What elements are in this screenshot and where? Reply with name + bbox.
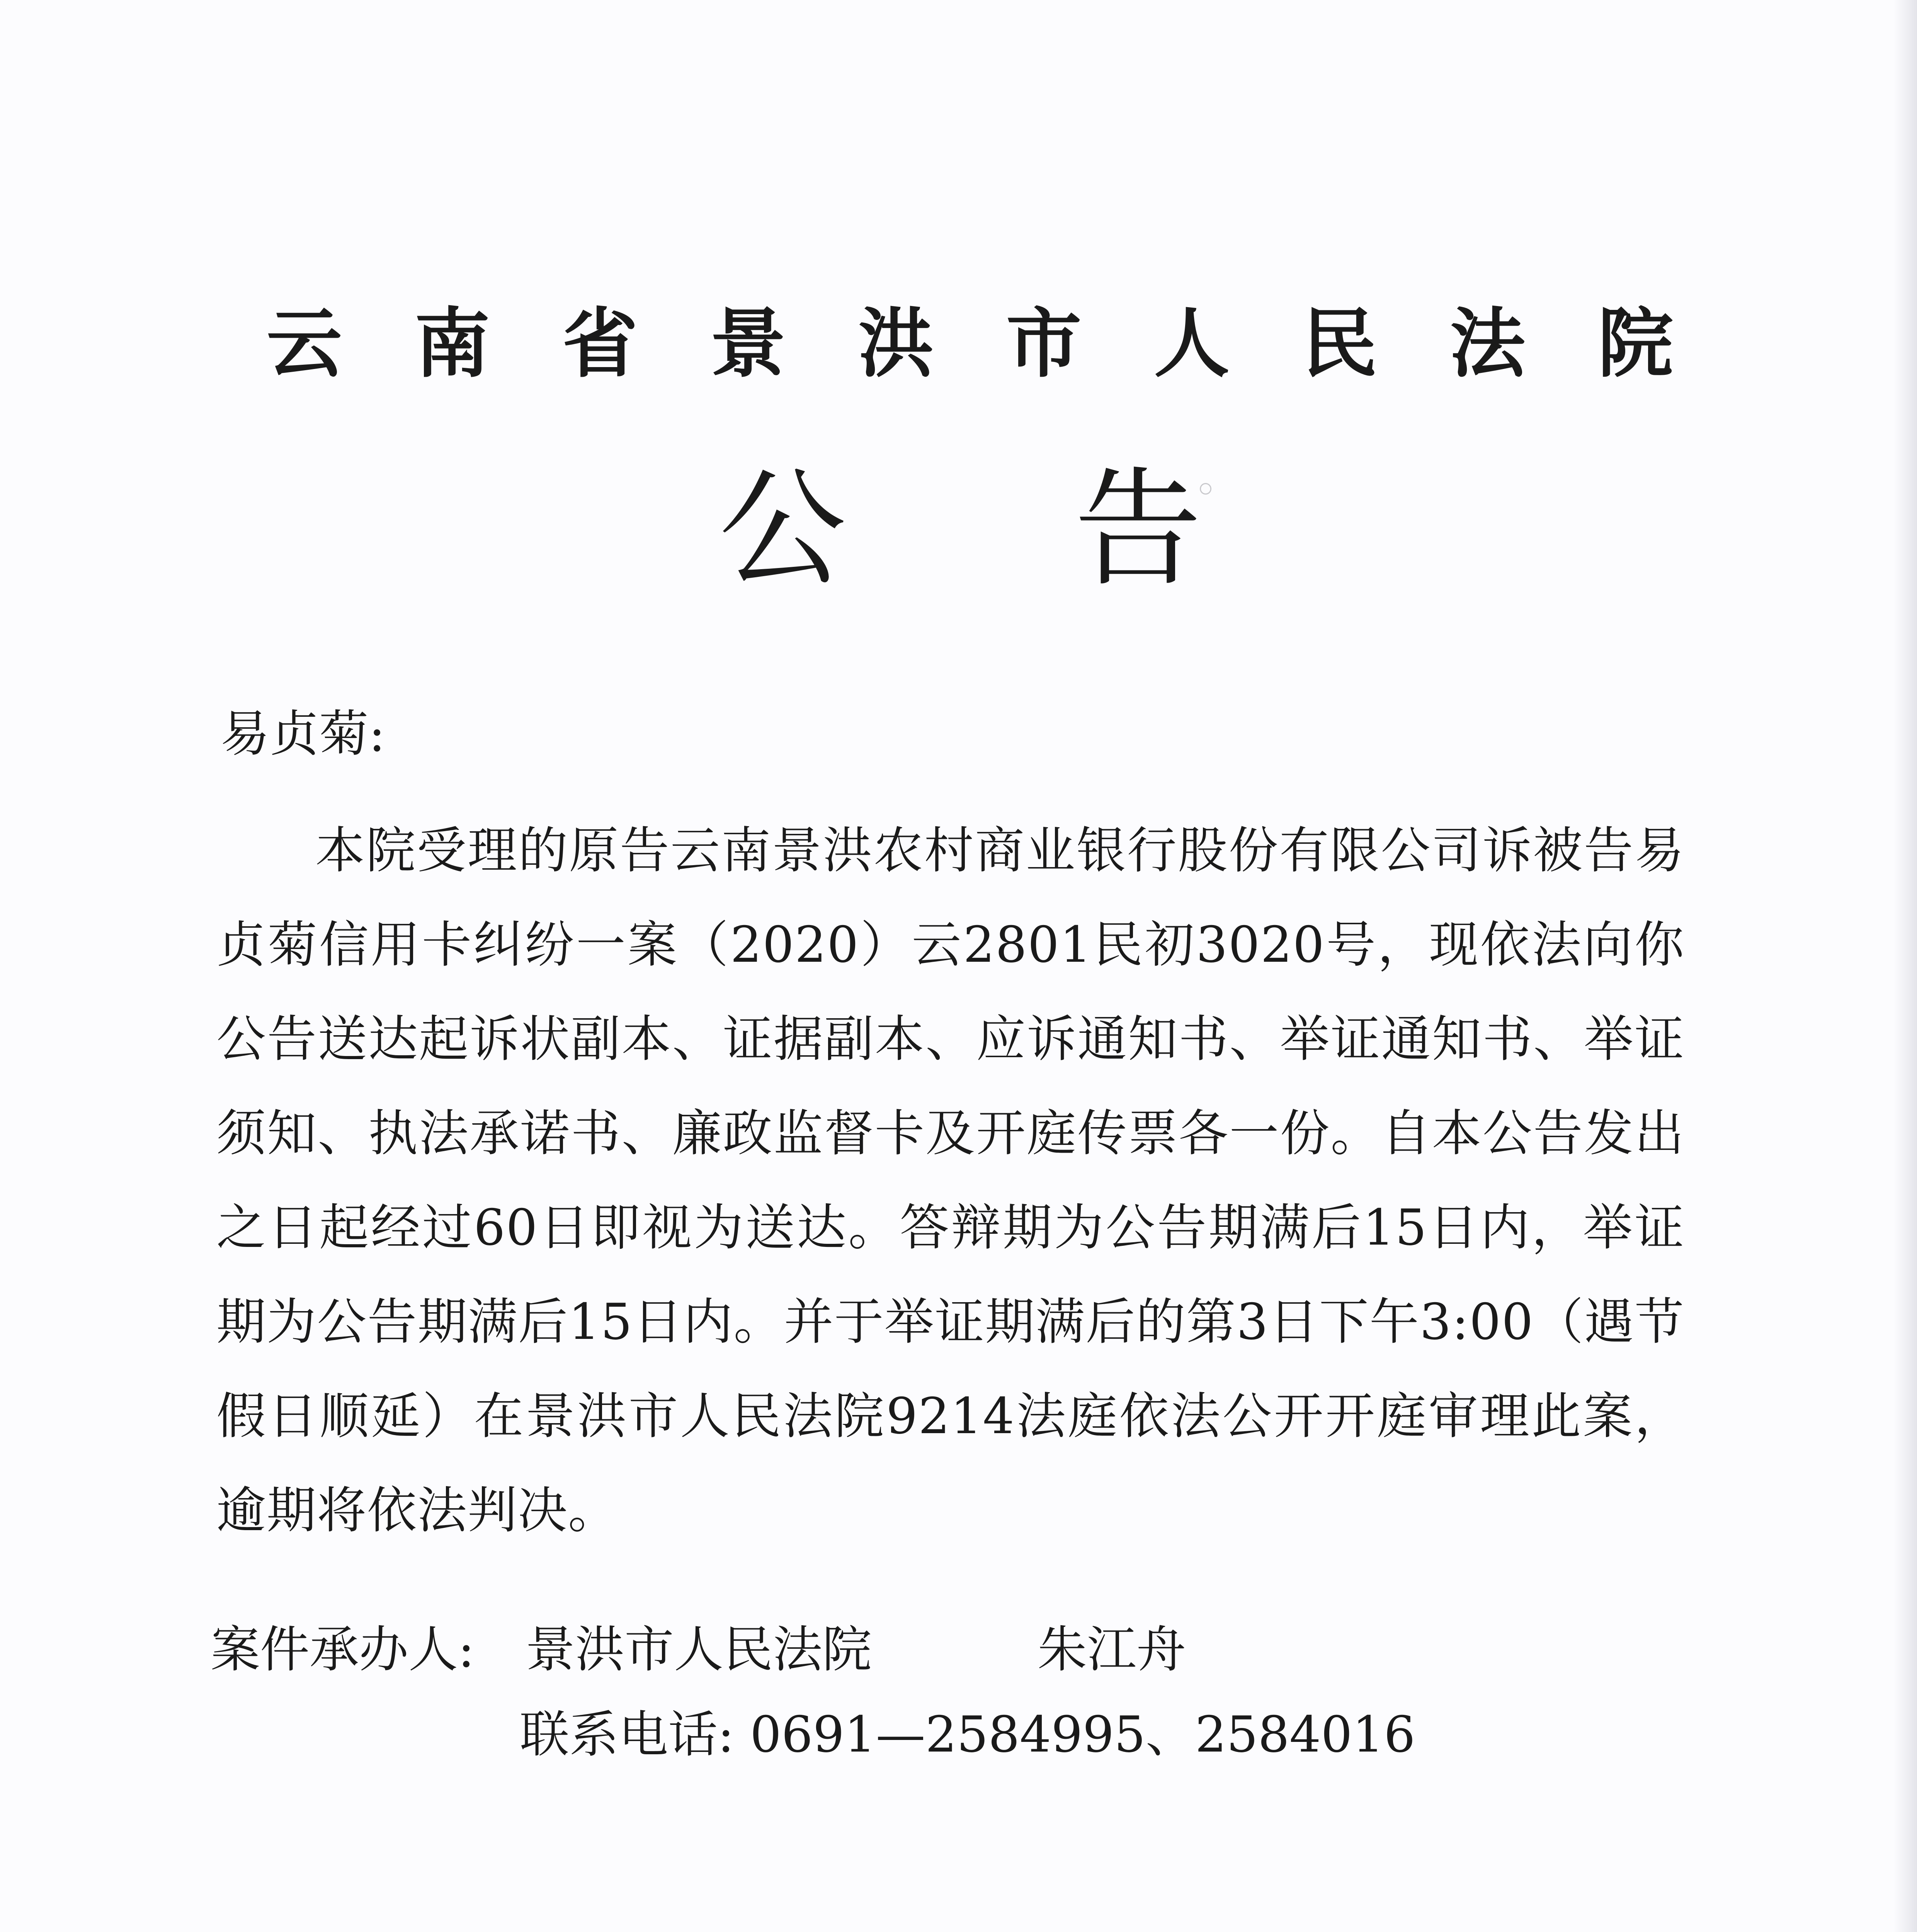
heading-char: 云	[267, 300, 342, 388]
handler-court: 景洪市人民法院	[526, 1621, 872, 1679]
court-name-heading	[267, 294, 1673, 394]
heading-char: 院	[1597, 300, 1673, 388]
notice-body: 本院受理的原告云南景洪农村商业银行股份有限公司诉被告易贞菊信用卡纠纷一案（2020）云2801民初3020号，现依法向你公告送达起诉状副本、证据副本、应诉通知书、举证通知书、举证须知、执法承诺书、廉政监督卡及开庭传票各一份。自本公告发出之日起经过60日即视为送达。答辩期为公告期满后15日内，举证期为公告期满后15日内。并于举证期满后的第3日下午3:00（遇节假日顺延）在景洪市人民法院9214法庭依法公开开庭审理此案，逾期将依法判决。	[216, 822, 1685, 1539]
handler-row	[211, 1615, 1186, 1685]
notice-title	[719, 456, 1202, 603]
heading-char: 南	[414, 300, 490, 388]
heading-char: 民	[1302, 300, 1378, 388]
addressee: 易贞菊:	[220, 705, 386, 763]
heading-char: 市	[1006, 300, 1082, 388]
title-char: 公	[719, 455, 846, 604]
scan-artifact	[1200, 483, 1211, 495]
phone-value: 0691—2584995、2584016	[750, 1706, 1415, 1764]
heading-char: 法	[1450, 300, 1526, 388]
heading-char: 人	[1154, 300, 1230, 388]
heading-char: 景	[710, 300, 786, 388]
handler-label: 案件承办人:	[211, 1621, 475, 1679]
phone-row	[520, 1700, 1415, 1770]
title-char: 告	[1074, 455, 1202, 604]
phone-label: 联系电话:	[520, 1706, 735, 1764]
scan-edge-shadow	[1894, 0, 1917, 1932]
heading-char: 洪	[858, 300, 934, 388]
handler-name: 朱江舟	[1038, 1621, 1186, 1679]
heading-char: 省	[562, 300, 638, 388]
